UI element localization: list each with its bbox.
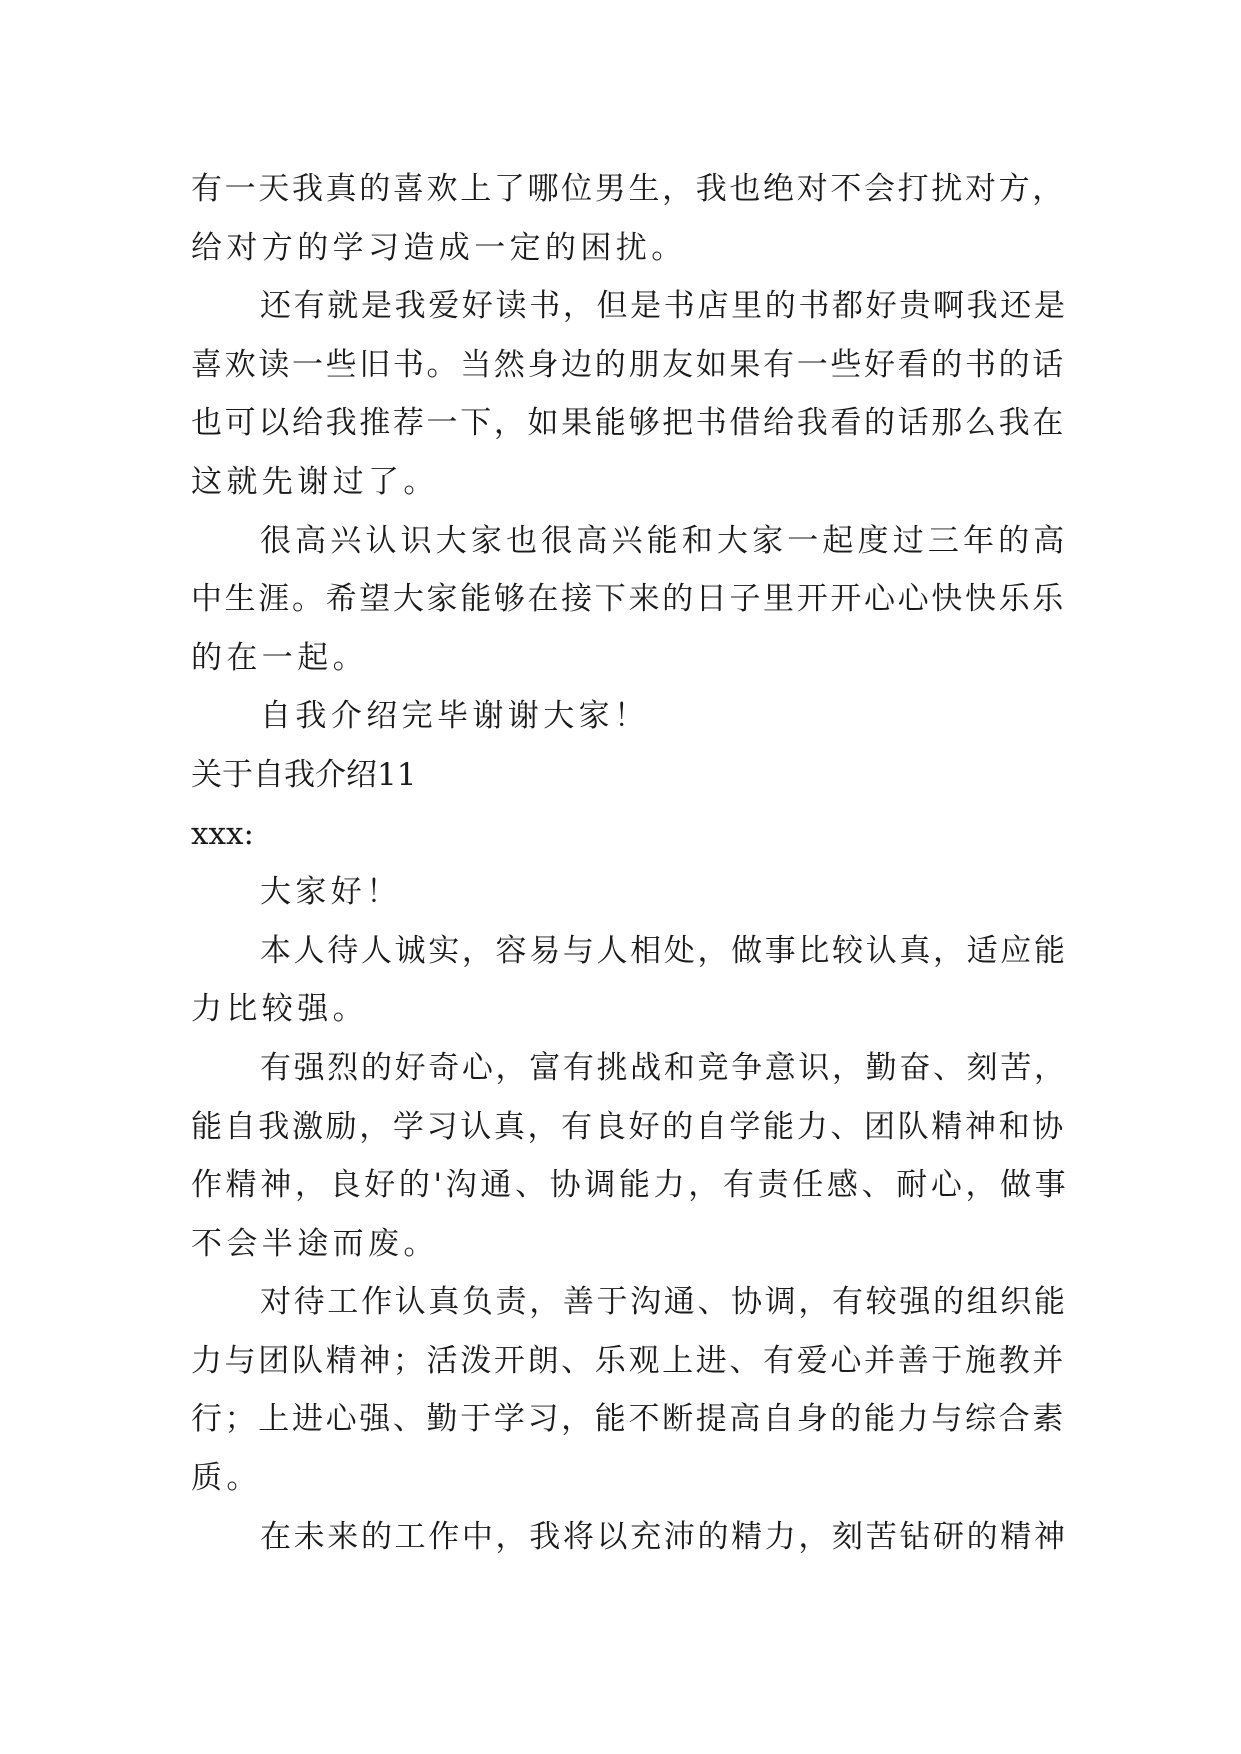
paragraph-start-line: 本人待人诚实，容易与人相处，做事比较认真，适应能: [260, 932, 1068, 969]
paragraph-start-line: 有强烈的好奇心，富有挑战和竞争意识，勤奋、刻苦，: [260, 1049, 1068, 1086]
paragraph-start-line: 自我介绍完毕谢谢大家！: [260, 698, 650, 735]
paragraph-start-line: 在未来的工作中，我将以充沛的精力，刻苦钻研的精神: [260, 1518, 1068, 1555]
text-line: 有一天我真的喜欢上了哪位男生，我也绝对不会打扰对方，: [191, 171, 1066, 207]
greeting-line: 大家好！: [260, 874, 402, 911]
paragraph-start-line: 对待工作认真负责，善于沟通、协调，有较强的组织能: [260, 1284, 1068, 1321]
text-line: 作精神，良好的'沟通、协调能力，有责任感、耐心，做事: [191, 1167, 1070, 1204]
document-body: [191, 160, 1071, 1566]
text-line: 的在一起。: [191, 639, 368, 676]
text-line: 行；上进心强、勤于学习，能不断提高自身的能力与综合素: [191, 1401, 1066, 1438]
text-line: 给对方的学习造成一定的困扰。: [191, 229, 687, 266]
paragraph-start-line: 很高兴认识大家也很高兴能和大家一起度过三年的高: [260, 522, 1069, 559]
text-line: 这就先谢过了。: [191, 463, 439, 500]
text-line: 力与团队精神；活泼开朗、乐观上进、有爱心并善于施教并: [191, 1342, 1066, 1379]
text-line: 质。: [191, 1460, 262, 1497]
text-line: 中生涯。希望大家能够在接下来的日子里开开心心快快乐乐: [191, 581, 1066, 618]
paragraph-start-line: 还有就是我爱好读书，但是书店里的书都好贵啊我还是: [260, 288, 1068, 325]
text-line: 力比较强。: [191, 991, 368, 1028]
salutation-line: xxx:: [191, 815, 254, 852]
text-line: 也可以给我推荐一下，如果能够把书借给我看的话那么我在: [191, 405, 1066, 442]
section-heading: 关于自我介绍11: [191, 756, 417, 793]
text-line: 不会半途而废。: [191, 1225, 439, 1262]
text-line: 喜欢读一些旧书。当然身边的朋友如果有一些好看的书的话: [191, 346, 1066, 383]
text-line: 能自我激励，学习认真，有良好的自学能力、团队精神和协: [191, 1108, 1066, 1145]
